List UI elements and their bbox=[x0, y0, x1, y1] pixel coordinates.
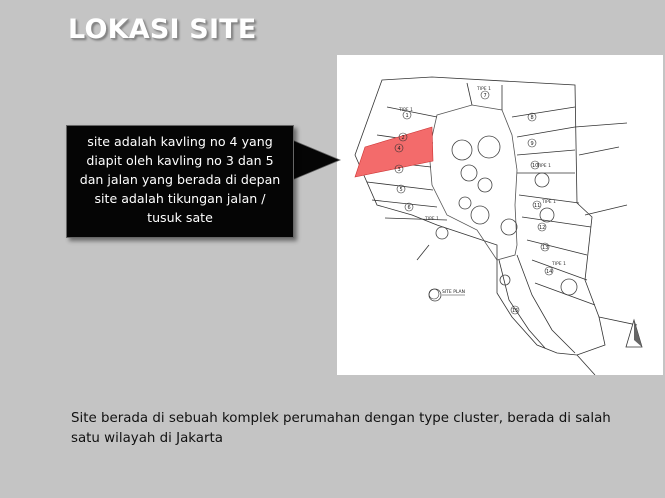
lot-number: 13 bbox=[542, 245, 549, 251]
callout-line: site adalah kavling no 4 yang bbox=[87, 134, 273, 149]
lot-number: 7 bbox=[483, 93, 487, 99]
type-label: TIPE 1 bbox=[425, 217, 439, 222]
callout-pointer bbox=[292, 138, 342, 182]
lot-number: 15 bbox=[512, 308, 519, 314]
site-boundary bbox=[355, 77, 605, 355]
slide-caption: Site berada di sebuah komplek perumahan dengan type cluster, berada di salah satu wilayah di Jakarta bbox=[71, 411, 611, 446]
lot-number: 2 bbox=[401, 135, 405, 141]
lot-number: 12 bbox=[539, 225, 546, 231]
type-label: TIPE 1 bbox=[552, 262, 566, 267]
north-arrow-icon bbox=[626, 320, 642, 347]
lot-number: 10 bbox=[532, 163, 539, 169]
lot-number: 4 bbox=[397, 146, 401, 152]
callout-line: diapit oleh kavling no 3 dan 5 bbox=[86, 153, 274, 168]
site-plan-drawing bbox=[337, 55, 663, 375]
callout-box bbox=[66, 125, 294, 238]
lot-number: 6 bbox=[407, 205, 411, 211]
type-label: TIPE 1 bbox=[537, 164, 551, 169]
lot-number: 5 bbox=[399, 187, 403, 193]
callout-line: tusuk sate bbox=[147, 210, 213, 225]
lot-number: 3 bbox=[397, 167, 401, 173]
slide-title: LOKASI SITE bbox=[68, 14, 257, 45]
lot-number: 1 bbox=[405, 113, 409, 119]
lot-number: 9 bbox=[530, 141, 534, 147]
lot-number: 14 bbox=[546, 269, 553, 275]
lot-number: 11 bbox=[534, 203, 541, 209]
callout-line: site adalah tikungan jalan / bbox=[94, 191, 266, 206]
site-lot-4-highlight bbox=[355, 127, 433, 177]
type-label: TIPE 1 bbox=[542, 200, 556, 205]
callout-line: dan jalan yang berada di depan bbox=[79, 172, 281, 187]
type-label: TIPE 1 bbox=[477, 87, 491, 92]
type-label: TIPE 1 bbox=[399, 108, 413, 113]
site-plan-label: SITE PLAN bbox=[442, 290, 465, 295]
lot-number: 8 bbox=[530, 115, 534, 121]
